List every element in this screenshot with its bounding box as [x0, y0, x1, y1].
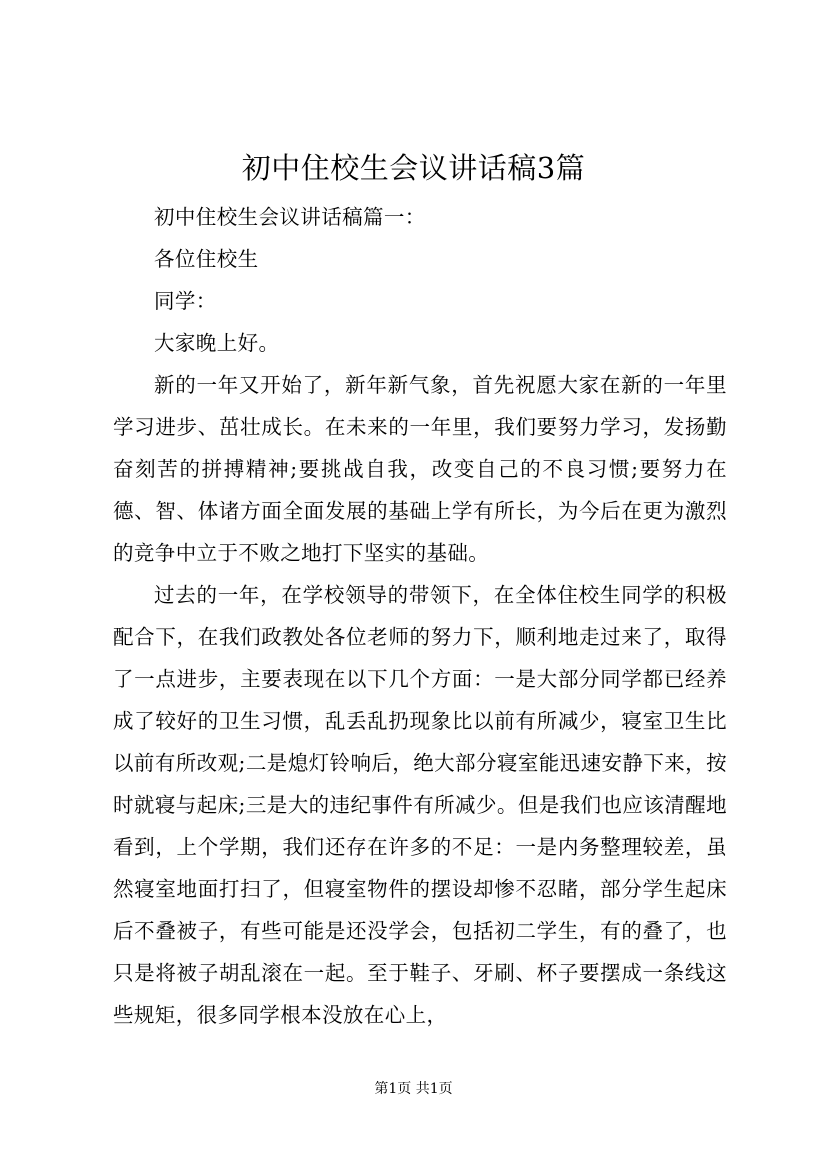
paragraph-body-1: 新的一年又开始了，新年新气象，首先祝愿大家在新的一年里学习进步、茁壮成长。在未来的一年里，我们要努力学习，发扬勤奋刻苦的拼搏精神;要挑战自我，改变自己的不良习惯;要努力在德、智、体诸方面全面发展的基础上学有所长，为今后在更为激烈的竞争中立于不败之地打下坚实的基础。 — [113, 373, 727, 565]
document-body — [113, 196, 727, 1036]
paragraph-body-2: 过去的一年，在学校领导的带领下，在全体住校生同学的积极配合下，在我们政教处各位老师的努力下，顺利地走过来了，取得了一点进步，主要表现在以下几个方面：一是大部分同学都已经养成了较好的卫生习惯，乱丢乱扔现象比以前有所减少，寝室卫生比以前有所改观;二是熄灯铃响后，绝大部分寝室能迅速安静下来，按时就寝与起床;三是大的违纪事件有所减少。但是我们也应该清醒地看到，上个学期，我们还存在许多的不足：一是内务整理较差，虽然寝室地面打扫了，但寝室物件的摆设却惨不忍睹，部分学生起床后不叠被子，有些可能是还没学会，包括初二学生，有的叠了，也只是将被子胡乱滚在一起。至于鞋子、牙刷、杯子要摆成一条线这些规矩，很多同学根本没放在心上， — [113, 583, 727, 1027]
paragraph-salutation-2: 同学： — [154, 289, 217, 313]
page-footer: 第1页 共1页 — [374, 1081, 453, 1097]
paragraph-greeting: 大家晚上好。 — [154, 331, 280, 355]
paragraph-heading: 初中住校生会议讲话稿篇一： — [154, 205, 426, 229]
paragraph-salutation-1: 各位住校生 — [154, 247, 259, 271]
document-title: 初中住校生会议讲话稿3篇 — [241, 151, 586, 185]
